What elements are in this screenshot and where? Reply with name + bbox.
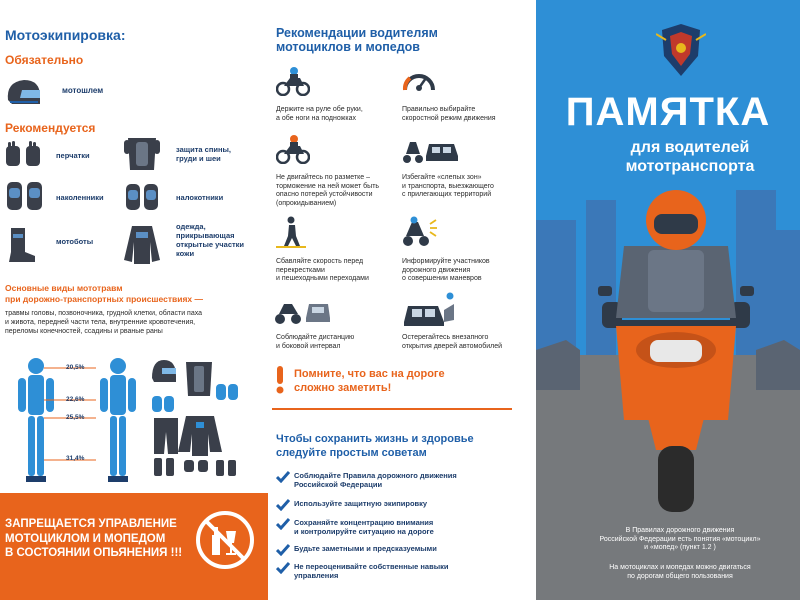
injury-figures-illustration (8, 356, 136, 488)
rec-4-line2: и транспорта, выезжающего (402, 182, 494, 190)
rec-6-line3: о совершении маневров (402, 275, 482, 282)
tip-3-line1: Сохраняйте концентрацию внимания (294, 518, 434, 527)
helmet-label: мотошлем (62, 86, 104, 95)
motorcycle-icon (276, 134, 310, 164)
knee-pads-icon (5, 180, 45, 214)
rec-8-line1: Остерегайтесь внезапного (402, 334, 489, 341)
injury-percent-4: 31,4% (66, 455, 85, 462)
equipment-set-illustration (150, 356, 242, 478)
rec-4-line1: Избегайте «слепых зон» (402, 174, 482, 181)
middle-panel (268, 0, 536, 600)
tip-text (294, 499, 427, 508)
tip-2-line1: Используйте защитную экипировку (294, 499, 428, 508)
car-door-icon (402, 292, 460, 328)
rec-5-line2: перекрестками (276, 266, 325, 274)
ban-line3: В СОСТОЯНИИ ОПЬЯНЕНИЯ !!! (5, 547, 183, 559)
mandatory-heading: Обязательно (5, 53, 84, 67)
rec-6-line1: Информируйте участников (402, 258, 490, 265)
left-panel (0, 0, 268, 600)
scooter-car-icon (402, 134, 462, 166)
rec-3-line3: опасно потерей устойчивости (276, 191, 373, 198)
rec-2-line1: Правильно выбирайте (402, 106, 476, 113)
ban-text (5, 517, 190, 561)
recommended-heading: Рекомендуется (5, 121, 96, 135)
rec-5-line3: и пешеходными переходами (276, 275, 369, 282)
police-emblem-icon (656, 20, 706, 80)
gloves-icon (4, 140, 44, 170)
crosswalk-icon (276, 216, 306, 250)
check-icon (276, 471, 290, 483)
motorcycle-icon (276, 66, 310, 96)
reminder-line2: сложно заметить! (294, 381, 392, 394)
rec-3-text (276, 174, 379, 208)
rec-4-text (402, 174, 494, 200)
boots-label: мотоботы (56, 237, 94, 246)
reminder-text (294, 368, 445, 395)
elbow-label: налокотники (176, 193, 224, 202)
rec-1-line1: Держите на руле обе руки, (276, 106, 363, 113)
injuries-text (5, 309, 202, 336)
equipment-title: Мотоэкипировка: (5, 27, 126, 43)
rec-2-text (402, 106, 496, 123)
back-protection-line2: груди и шеи (176, 154, 221, 163)
subtitle-line2: мототранспорта (625, 158, 755, 175)
tip-text (294, 518, 434, 536)
gloves-label: перчатки (56, 151, 90, 160)
check-icon (276, 562, 290, 574)
right-panel (536, 0, 800, 600)
helmet-icon (4, 76, 42, 108)
tip-item (276, 544, 437, 556)
rec-8-text (402, 334, 502, 351)
injury-percent-3: 25,5% (66, 414, 85, 421)
injuries-heading-line1: Основные виды мототравм (5, 283, 123, 293)
jacket-line2: прикрывающая (176, 231, 235, 240)
jacket-icon (122, 222, 162, 266)
injuries-line1: травмы головы, позвоночника, грудной клетки, области паха (5, 310, 203, 317)
rec-4-line3: с прилегающих территорий (402, 191, 492, 198)
jacket-line3: открытые участки (176, 240, 245, 249)
drunk-driving-ban (0, 493, 268, 600)
tip-text (294, 562, 448, 580)
ban-line2: МОТОЦИКЛОМ И МОПЕДОМ (5, 532, 166, 545)
rules-note-line1: В Правилах дорожного движения (625, 527, 735, 534)
injuries-heading (5, 283, 203, 304)
tip-text (294, 471, 457, 489)
back-protector-icon (122, 134, 162, 174)
rec-7-line1: Соблюдайте дистанцию (276, 334, 355, 341)
injuries-heading-line2: при дорожно-транспортных происшествиях — (5, 293, 204, 304)
roads-note (580, 564, 780, 581)
tips-title-line1: Чтобы сохранить жизнь и здоровье (276, 433, 474, 445)
rec-8-line2: открытия дверей автомобилей (402, 342, 503, 350)
check-icon (276, 499, 290, 511)
back-protection-line1: защита спины, (176, 145, 231, 154)
roads-note-line1: На мотоциклах и мопедах можно двигаться (609, 564, 751, 571)
subtitle (536, 138, 800, 176)
recommendations-title-line2: мотоциклов и мопедов (276, 40, 420, 54)
tip-item (276, 518, 434, 536)
ban-line1: ЗАПРЕЩАЕТСЯ УПРАВЛЕНИЕ (5, 518, 177, 530)
rec-3-line1: Не двигайтесь по разметке – (276, 174, 371, 181)
elbow-pads-icon (124, 180, 160, 214)
scooter-signal-icon (402, 216, 438, 248)
tips-title (276, 433, 474, 460)
tip-text (294, 544, 437, 553)
rec-1-line2: а обе ноги на подножках (276, 114, 356, 122)
rec-1-text (276, 106, 363, 123)
rec-5-text (276, 258, 369, 284)
roads-note-line2: по дорогам общего пользования (627, 572, 733, 580)
check-icon (276, 544, 290, 556)
divider (272, 408, 512, 410)
check-icon (276, 518, 290, 530)
recommendations-title-line1: Рекомендации водителям (276, 26, 438, 40)
back-protection-label (176, 145, 231, 163)
rec-3-line2: торможение на ней может быть (276, 182, 380, 190)
jacket-line4: кожи (176, 249, 195, 258)
tip-item (276, 499, 427, 511)
distance-icon (274, 298, 332, 326)
tip-3-line2: и контролируйте ситуацию на дороге (294, 527, 434, 536)
tips-title-line2: следуйте простым советам (276, 446, 427, 459)
tip-5-line2: управления (294, 571, 339, 580)
rec-6-text (402, 258, 490, 284)
rec-7-text (276, 334, 354, 351)
rec-6-line2: дорожного движения (402, 266, 471, 274)
main-title: ПАМЯТКА (565, 90, 771, 134)
rec-5-line1: Сбавляйте скорость перед (276, 258, 364, 265)
knee-label: наколенники (56, 193, 104, 202)
side-cars (536, 330, 800, 390)
exclamation-icon (274, 366, 286, 394)
reminder-line1: Помните, что вас на дороге (294, 368, 445, 380)
rules-note-line2: Российской Федерации есть понятия «мотоцикл» (599, 535, 761, 543)
jacket-label (176, 222, 244, 258)
rec-2-line2: скоростной режим движения (402, 114, 496, 122)
injury-percent-1: 20,5% (66, 364, 85, 371)
injury-percent-2: 22,6% (66, 396, 85, 403)
tip-1-line2: Российской Федерации (294, 480, 383, 489)
recommendations-title (276, 26, 438, 54)
no-alcohol-icon (194, 509, 256, 571)
rec-7-line2: и боковой интервал (276, 342, 341, 350)
jacket-line1: одежда, (176, 222, 206, 231)
rec-3-line4: (опрокидыванием) (276, 199, 337, 207)
tip-5-line1: Не переоценивайте собственные навыки (294, 562, 449, 571)
tip-item (276, 471, 457, 489)
tip-1-line1: Соблюдайте Правила дорожного движения (294, 471, 457, 480)
rules-note-line3: и «мопед» (пункт 1.2 ) (644, 544, 716, 551)
boots-icon (5, 226, 37, 264)
injuries-line3: переломы конечностей, ссадины и рваные раны (5, 328, 163, 335)
tip-item (276, 562, 448, 580)
injuries-line2: и живота, передней части тела, внутренние кровотечения, (5, 319, 196, 326)
tip-4-line1: Будьте заметными и предсказуемыми (294, 544, 437, 553)
subtitle-line1: для водителей (630, 139, 750, 156)
rules-note (580, 527, 780, 553)
speedometer-icon (402, 66, 436, 96)
